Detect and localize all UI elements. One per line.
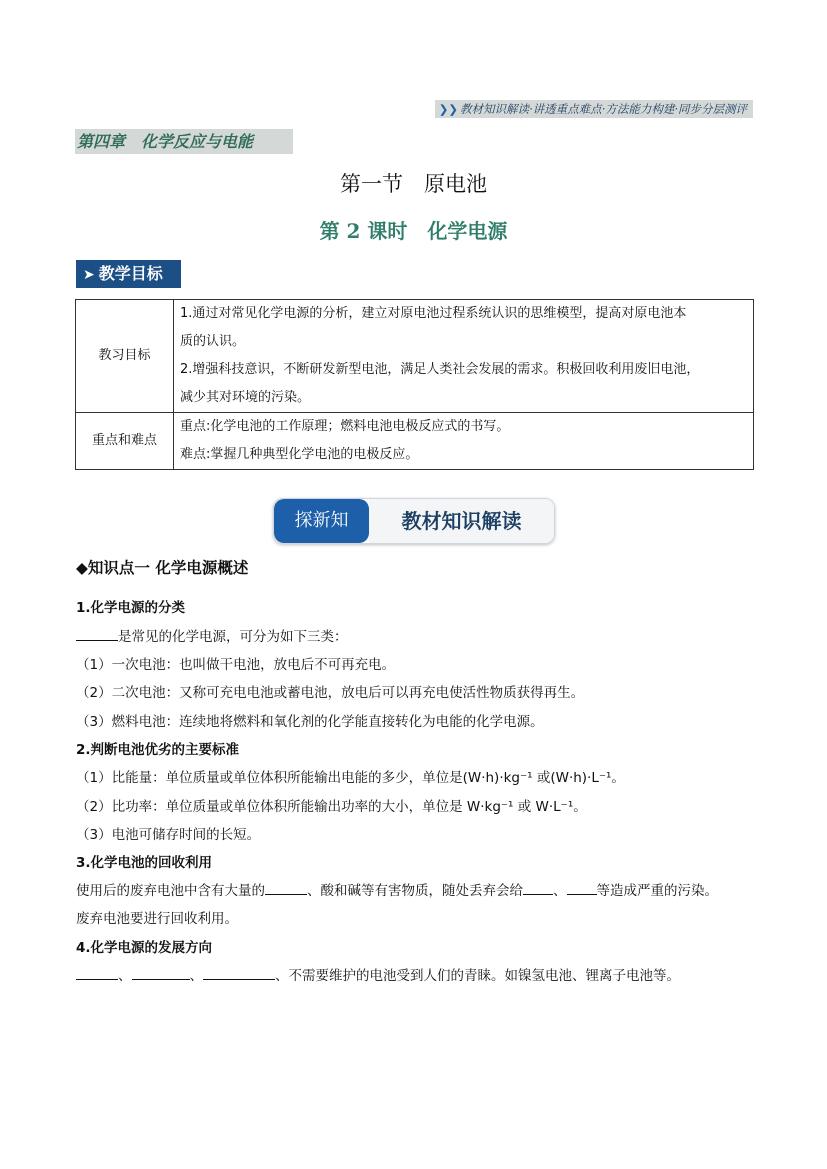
series-tag-text: 教材知识解读·讲透重点难点·方法能力构建·同步分层测评: [460, 102, 747, 116]
fill-blank: [523, 882, 553, 895]
arrow-right-icon: ➤: [83, 267, 95, 283]
content-line: 难点:掌握几种典型化学电池的电极反应。: [180, 447, 419, 462]
list-item: （1）一次电池：也叫做干电池，放电后不可再充电。: [76, 657, 396, 673]
content-line: 质的认识。: [180, 334, 246, 349]
fill-blank: [265, 882, 307, 895]
section-heading-3: 3.化学电池的回收利用: [76, 855, 213, 871]
series-tag: [435, 100, 753, 118]
chapter-title: 第四章 化学反应与电能: [75, 129, 293, 154]
fill-blank: [132, 967, 190, 980]
row-label: 教习目标: [76, 300, 174, 413]
goals-table: [75, 299, 754, 470]
content-line: 减少其对环境的污染。: [180, 390, 311, 405]
explore-left-label: 探新知: [274, 499, 369, 543]
teaching-goals-label: 教学目标: [98, 264, 163, 283]
content-line: 2.增强科技意识，不断研发新型电池，满足人类社会发展的需求。积极回收利用废旧电池，: [180, 362, 700, 377]
section3-line2: 废弃电池要进行回收利用。: [76, 911, 238, 927]
section1-intro: [76, 625, 348, 645]
row-content: [174, 413, 754, 470]
teaching-goals-banner: [76, 260, 181, 288]
fill-blank: [567, 882, 597, 895]
fill-blank: [76, 628, 118, 641]
section-heading-1: 1.化学电源的分类: [76, 600, 186, 616]
content-line: 1.通过对常见化学电源的分析，建立对原电池过程系统认识的思维模型，提高对原电池本: [180, 306, 687, 321]
fill-blank: [203, 967, 275, 980]
content-line: 重点:化学电池的工作原理；燃料电池电极反应式的书写。: [180, 419, 510, 434]
row-label: 重点和难点: [76, 413, 174, 470]
section-heading-2: 2.判断电池优劣的主要标准: [76, 742, 240, 758]
section4-line: [76, 964, 680, 984]
section1-intro-text: 是常见的化学电源，可分为如下三类：: [118, 629, 348, 645]
text-segment: 、: [553, 883, 567, 899]
lesson-title: 第 2 课时 化学电源: [319, 219, 508, 243]
list-item: （2）二次电池：又称可充电电池或蓄电池，放电后可以再充电使活性物质获得再生。: [76, 685, 585, 701]
fill-blank: [76, 967, 118, 980]
text-segment: 、: [118, 968, 132, 984]
diamond-icon: ◆: [76, 559, 88, 577]
list-item: （3）电池可储存时间的长短。: [76, 827, 261, 843]
table-row: [76, 413, 754, 470]
list-item: （1）比能量：单位质量或单位体积所能输出电能的多少，单位是(W·h)·kg⁻¹ 或(W·h)·L⁻¹。: [76, 770, 625, 786]
text-segment: 、不需要维护的电池受到人们的青睐。如镍氢电池、锂离子电池等。: [275, 968, 680, 984]
text-segment: 、酸和碱等有害物质，随处丢弃会给: [307, 883, 523, 899]
text-segment: 使用后的废弃电池中含有大量的: [76, 883, 265, 899]
list-item: （2）比功率：单位质量或单位体积所能输出功率的大小，单位是 W·kg⁻¹ 或 W·L⁻¹。: [76, 799, 587, 815]
table-row: [76, 300, 754, 413]
section3-line1: [76, 879, 718, 899]
text-segment: 等造成严重的污染。: [596, 883, 718, 899]
explore-banner: [273, 498, 555, 544]
section-heading-4: 4.化学电源的发展方向: [76, 940, 213, 956]
double-chevron-icon: ❯❯: [438, 102, 459, 116]
text-segment: 、: [189, 968, 203, 984]
list-item: （3）燃料电池：连续地将燃料和氧化剂的化学能直接转化为电能的化学电源。: [76, 714, 544, 730]
knowledge-point-title: 知识点一 化学电源概述: [87, 559, 249, 577]
section-title: 第一节 原电池: [340, 172, 487, 196]
knowledge-point-heading: [76, 556, 248, 578]
explore-right-label: 教材知识解读: [369, 499, 554, 543]
row-content: [174, 300, 754, 413]
